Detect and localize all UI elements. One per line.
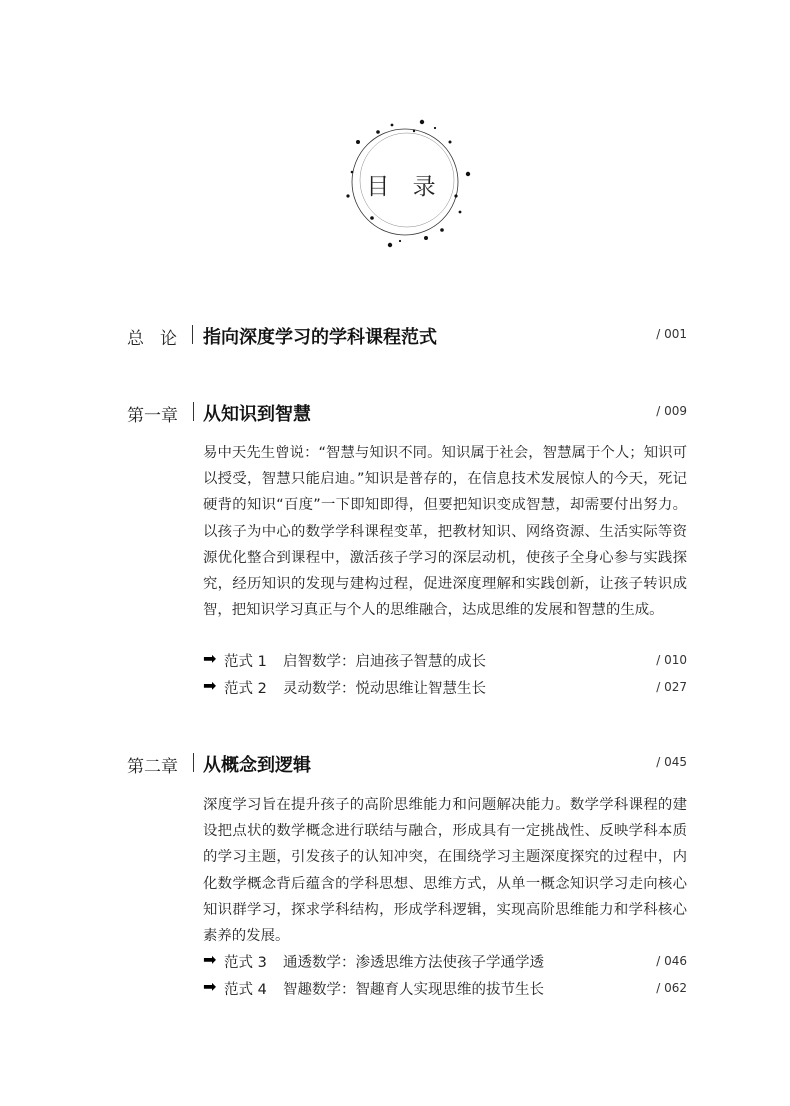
toc-item-paradigm-3[interactable] [203, 951, 687, 973]
item-label: 范式 2 [224, 681, 267, 697]
item-title: 智趣数学：智趣育人实现思维的拔节生长 [283, 982, 544, 998]
toc-entry-intro[interactable] [127, 324, 687, 350]
chapter-1-summary: 易中天先生曾说：“智慧与知识不同。知识属于社会，智慧属于个人；知识可以授受，智慧只能启迪。”知识是普存的，在信息技术发展惊人的今天，死记硬背的知识“百度”一下即知即得，但要把知识变成智慧，却需要付出努力。以孩子为中心的数学学科课程变革，把教材知识、网络资源、生活实际等资源优化整合到课程中，激活孩子学习的深层动机，使孩子全身心参与实践探究，经历知识的发现与建构过程，促进深度理解和实践创新，让孩子转识成智，把知识学习真正与个人的思维融合，达成思维的发展和智慧的生成。 [203, 445, 687, 619]
chapter-2-summary: 深度学习旨在提升孩子的高阶思维能力和问题解决能力。数学学科课程的建设把点状的数学概念进行联结与融合，形成具有一定挑战性、反映学科本质的学习主题，引发孩子的认知冲突，在围绕学习主题深度探究的过程中，内化数学概念背后蕴含的学科思想、思维方式，从单一概念知识学习走向核心知识群学习，探求学科结构，形成学科逻辑，实现高阶思维能力和学科核心素养的发展。 [203, 797, 687, 945]
item-label: 范式 4 [224, 982, 267, 998]
entry-label: 第二章 [127, 757, 178, 777]
item-title: 启智数学：启迪孩子智慧的成长 [283, 654, 486, 670]
item-title: 通透数学：渗透思维方法使孩子学通学透 [283, 955, 544, 971]
arrow-right-icon: ➡ [203, 649, 217, 668]
toc-entry-chapter-2[interactable] [127, 752, 687, 778]
item-label: 范式 1 [224, 654, 267, 670]
page-title: 目 录 [366, 174, 444, 200]
item-page: / 062 [656, 981, 687, 995]
toc-item-paradigm-4[interactable] [203, 978, 687, 1000]
entry-page: / 009 [656, 404, 687, 418]
entry-page: / 045 [656, 755, 687, 769]
item-page: / 010 [656, 653, 687, 667]
item-page: / 046 [656, 954, 687, 968]
entry-label: 第一章 [127, 406, 178, 426]
entry-title: 指向深度学习的学科课程范式 [203, 327, 437, 348]
entry-page: / 001 [656, 327, 687, 341]
item-title: 灵动数学：悦动思维让智慧生长 [283, 681, 486, 697]
item-label: 范式 3 [224, 955, 267, 971]
toc-entry-chapter-1[interactable] [127, 401, 687, 427]
entry-divider [192, 325, 193, 344]
item-page: / 027 [656, 680, 687, 694]
toc-item-paradigm-2[interactable] [203, 677, 687, 699]
arrow-right-icon: ➡ [203, 977, 217, 996]
entry-label: 总 论 [127, 329, 177, 349]
arrow-right-icon: ➡ [203, 676, 217, 695]
entry-divider [193, 753, 194, 772]
arrow-right-icon: ➡ [203, 950, 217, 969]
toc-item-paradigm-1[interactable] [203, 650, 687, 672]
entry-title: 从概念到逻辑 [203, 755, 311, 776]
entry-divider [193, 402, 194, 421]
entry-title: 从知识到智慧 [203, 404, 311, 425]
